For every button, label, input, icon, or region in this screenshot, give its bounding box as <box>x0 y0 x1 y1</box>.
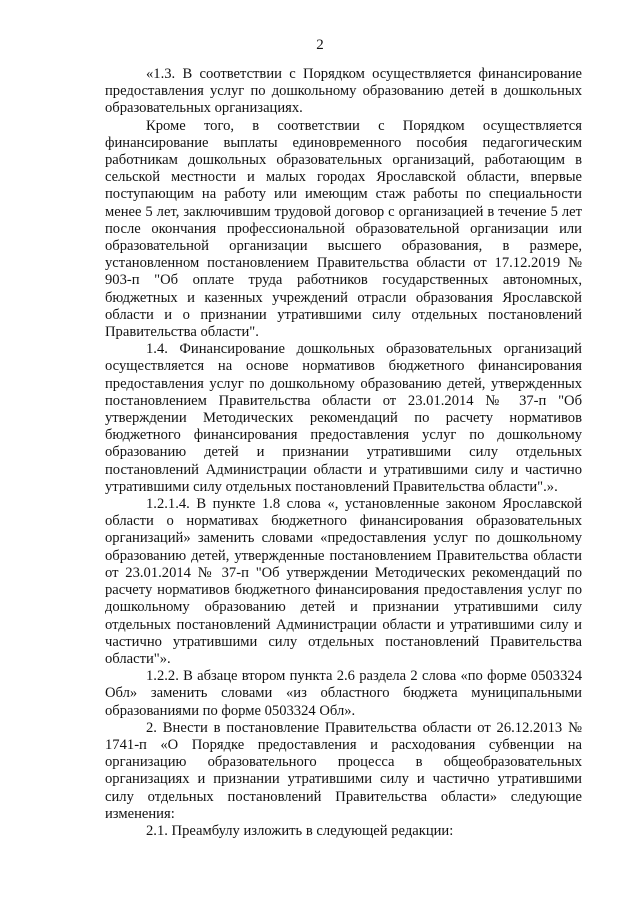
paragraph-1-3: «1.3. В соответствии с Порядком осуществляется финансирование предоставления услуг по дошкольному образованию детей в дошкольных образовательных организациях. <box>105 66 582 117</box>
paragraph-allowance: Кроме того, в соответствии с Порядком осуществляется финансирование выплаты единовременного пособия педагогическим работникам дошкольных образовательных организаций, работающим в сельской местности и малых городах Ярославской области, впервые поступающим на работу или имеющим стаж работы по специальности менее 5 лет, заключившим трудовой договор с организацией в течение 5 лет после окончания профессиональной образовательной организации или образовательной организации высшего образования, в размере, установленном постановлением Правительства области от 17.12.2019 № 903-п "Об оплате труда работников государственных автономных, бюджетных и казенных учреждений отрасли образования Ярославской области и о признании утратившими силу отдельных постановлений Правительства области". <box>105 117 582 341</box>
document-body <box>105 66 582 840</box>
paragraph-1-2-1-4: 1.2.1.4. В пункте 1.8 слова «, установленные законом Ярославской области о нормативах бюджетного финансирования образовательных организаций» заменить словами «предоставления услуг по дошкольному образованию детей, утвержденные постановлением Правительства области от 23.01.2014 № 37-п "Об утверждении Методических рекомендаций по расчету нормативов бюджетного финансирования предоставления услуг по дошкольному образованию детей и признании утратившими силу отдельных постановлений Администрации области и утратившими силу и частично утратившими силу отдельных постановлений Правительства области"». <box>105 496 582 667</box>
paragraph-2: 2. Внести в постановление Правительства области от 26.12.2013 № 1741-п «О Порядке предоставления и расходования субвенции на организацию образовательного процесса в общеобразовательных организациях и признании утратившими силу и частично утратившими силу отдельных постановлений Правительства области» следующие изменения: <box>105 719 582 822</box>
paragraph-2-1: 2.1. Преамбулу изложить в следующей редакции: <box>146 822 454 839</box>
page-number: 2 <box>316 37 324 53</box>
paragraph-1-2-2: 1.2.2. В абзаце втором пункта 2.6 раздела 2 слова «по форме 0503324 Обл» заменить словами «из областного бюджета муниципальными образованиями по форме 0503324 Обл». <box>105 668 582 719</box>
paragraph-1-4: 1.4. Финансирование дошкольных образовательных организаций осуществляется на основе нормативов бюджетного финансирования предоставления услуг по дошкольному образованию детей, утвержденных постановлением Правительства области от 23.01.2014 № 37-п "Об утверждении Методических рекомендаций по расчету нормативов бюджетного финансирования предоставления услуг по дошкольному образованию детей и признании утратившими силу отдельных постановлений Администрации области и утратившими силу и частично утратившими силу отдельных постановлений Правительства области".». <box>105 341 582 495</box>
